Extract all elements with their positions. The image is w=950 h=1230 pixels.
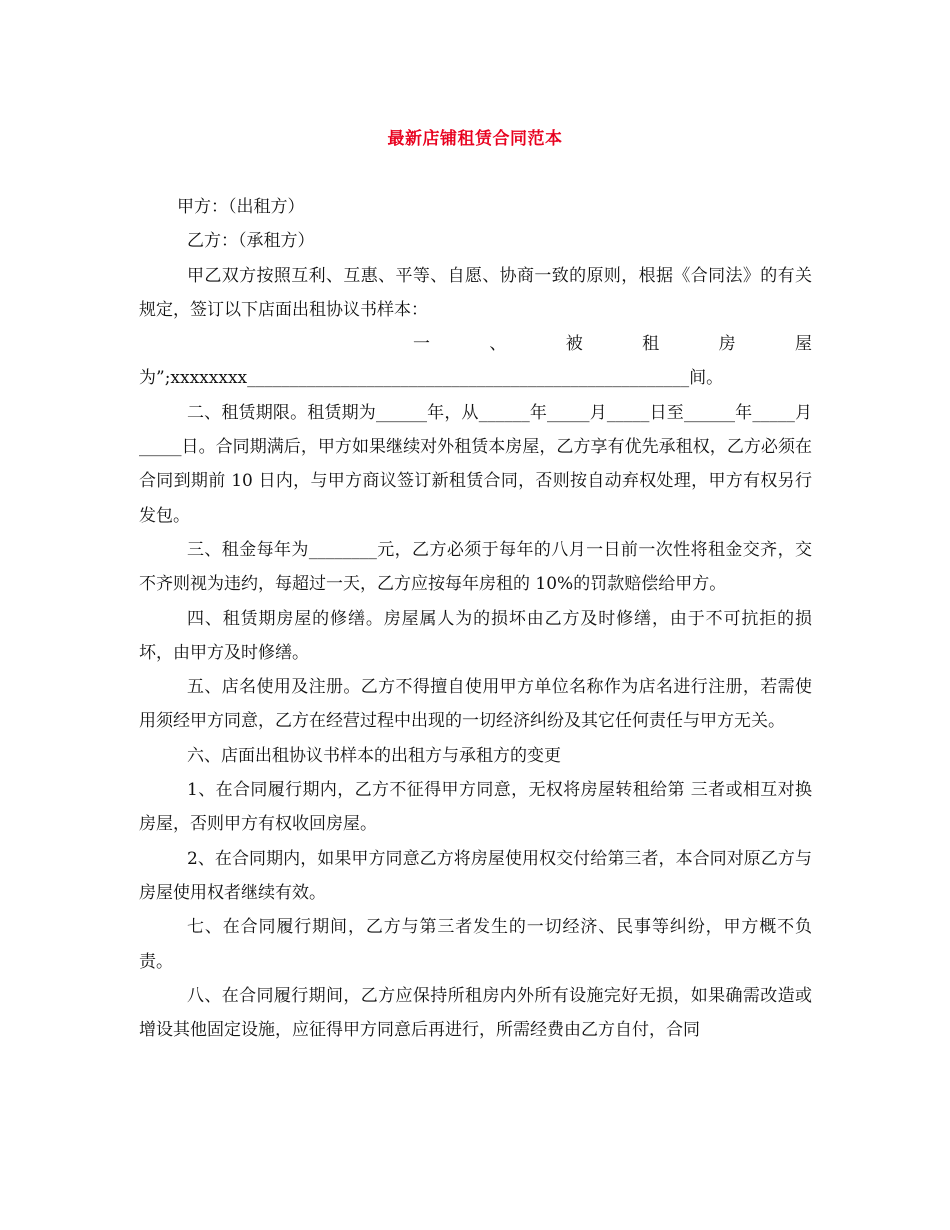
document-title: 最新店铺租赁合同范本: [387, 129, 563, 149]
clause-3-paragraph: 三、租金每年为________元，乙方必须于每年的八月一日前一次性将租金交齐，交不齐则视为违约，每超过一天，乙方应按每年房租的 10%的罚款赔偿给甲方。: [139, 539, 812, 595]
clause-1-char: 屋: [794, 334, 812, 355]
clause-1-char: 房: [718, 334, 736, 355]
party-a-line: 甲方：（出租方）: [177, 197, 305, 217]
intro-paragraph: 甲乙双方按照互利、互惠、平等、自愿、协商一致的原则，根据《合同法》的有关规定，签订以下店面出租协议书样本：: [139, 265, 812, 320]
clause-6-1-paragraph: 1、在合同履行期内，乙方不征得甲方同意，无权将房屋转租给第 三者或相互对换房屋，否则甲方有权收回房屋。: [139, 780, 812, 835]
clause-1-char: 、: [489, 334, 507, 355]
document-body: [139, 190, 812, 1047]
clause-1-char: 租: [642, 334, 660, 355]
clause-6-heading: 六、店面出租协议书样本的出租方与承租方的变更: [187, 745, 561, 766]
party-b-line: 乙方：（承租方）: [187, 231, 315, 252]
clause-5-paragraph: 五、店名使用及注册。乙方不得擅自使用甲方单位名称作为店名进行注册，若需使用须经甲方同意，乙方在经营过程中出现的一切经济纠纷及其它任何责任与甲方无关。: [139, 677, 812, 732]
clause-1-line: 为”;xxxxxxxx____________________________________________________间。: [139, 368, 724, 389]
clause-8-paragraph: 八、在合同履行期间，乙方应保持所租房内外所有设施完好无损，如果确需改造或增设其他固定设施，应征得甲方同意后再进行，所需经费由乙方自付，合同: [139, 985, 812, 1041]
clause-1-char: 一: [413, 334, 430, 355]
clause-4-paragraph: 四、租赁期房屋的修缮。房屋属人为的损坏由乙方及时修缮，由于不可抗拒的损坏，由甲方及时修缮。: [139, 608, 812, 663]
clause-2-paragraph: 二、租赁期限。租赁期为______年，从______年_____月_____日至______年_____月_____日。合同期满后，甲方如果继续对外租赁本房屋，乙方享有优先承租权，乙方必须在合同到期前 10 日内，与甲方商议签订新租赁合同，否则按自动弃权处理，甲方有权另行发包。: [139, 402, 812, 526]
clause-1-char: 被: [565, 334, 583, 355]
clause-6-2-paragraph: 2、在合同期内，如果甲方同意乙方将房屋使用权交付给第三者，本合同对原乙方与房屋使用权者继续有效。: [139, 848, 812, 903]
clause-7-paragraph: 七、在合同履行期间，乙方与第三者发生的一切经济、民事等纠纷，甲方概不负责。: [139, 917, 812, 972]
clause-1-heading: [139, 327, 812, 361]
